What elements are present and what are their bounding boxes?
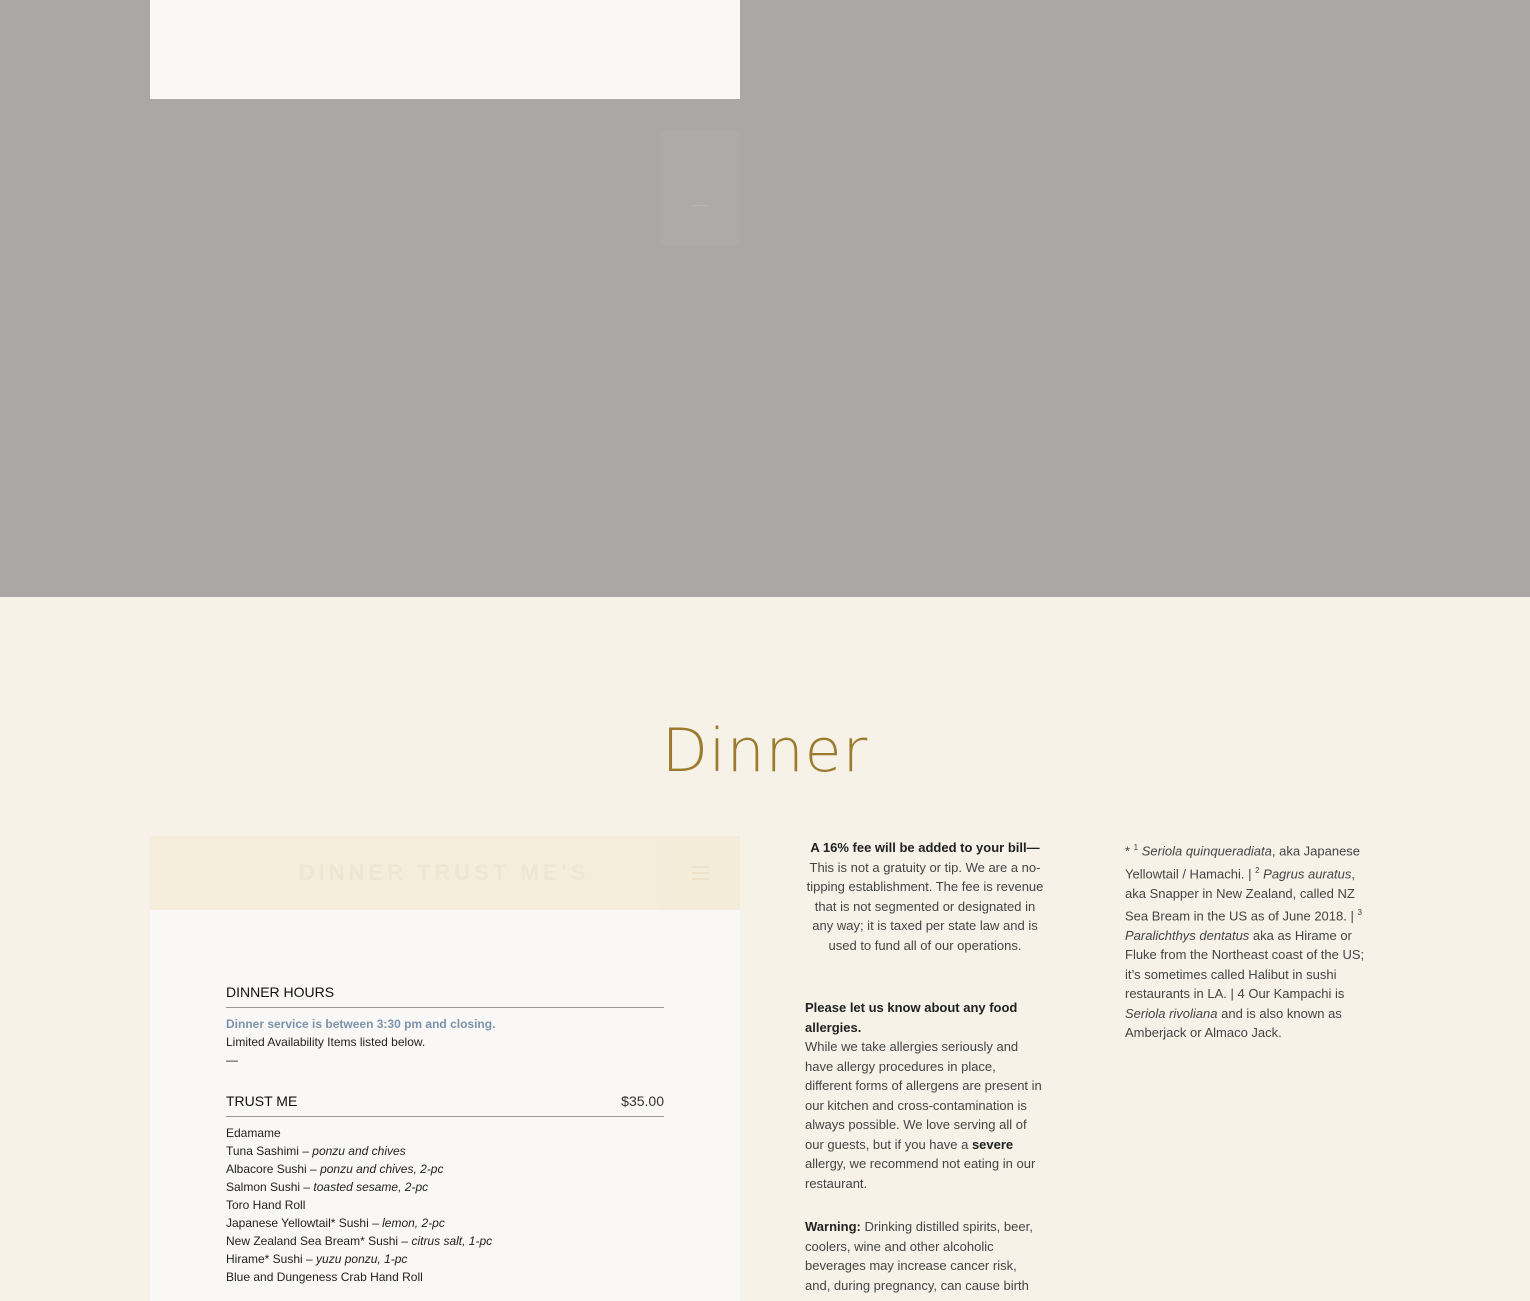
hamburger-icon xyxy=(692,866,709,884)
menu-item: Blue and Dungeness Crab Hand Roll xyxy=(226,1270,423,1284)
limited-availability-note: Limited Availability Items listed below. xyxy=(226,1035,426,1049)
allergy-notice: Please let us know about any food allergies. While we take allergies seriously and have allergy procedures in place, different forms of allergens are present in our kitchen and cross-contamination is always possible. We love serving all of our guests, but if you have a severe allergy, we recommend not eating in our restaurant. xyxy=(805,1000,1042,1191)
fee-notice: A 16% fee will be added to your bill— This is not a gratuity or tip. We are a no-tipping establishment. The fee is revenue that is not segmented or designated in any way; it is taxed per state law and is used to fund all of our operations. xyxy=(806,840,1044,953)
menu-item: New Zealand Sea Bream* Sushi – citrus salt, 1-pc xyxy=(226,1234,493,1248)
overlay-menu-button[interactable] xyxy=(660,130,740,245)
fish-footnotes: * $^1$ Seriola quinqueradiata, aka Japanese Yellowtail / Hamachi. | $^2$ Pagrus auratus, aka Snapper in New Zealand, called NZ Sea Bream in the US as of June 2018. | $^3$ Paralichthys dentatus aka as Hirame or Fluke from the Northeast coast of the US; it’s sometimes called Halibut in sushi restaurants in LA. | 4 Our Kampachi is Seriola rivoliana and is also known as Amberjack or Almaco Jack. xyxy=(1125,843,1365,1041)
section-heading-trust-me: TRUST ME $35.00 xyxy=(226,1093,664,1117)
menu-item: Japanese Yellowtail* Sushi – lemon, 2-pc xyxy=(226,1216,445,1230)
tab-dinner-trust-me[interactable] xyxy=(150,836,660,910)
menu-icon xyxy=(692,205,708,206)
trust-me-price: $35.00 xyxy=(621,1093,664,1109)
page-title: Dinner xyxy=(661,716,869,787)
section-heading-hours: DINNER HOURS xyxy=(226,984,664,1008)
service-hours-note: Dinner service is between 3:30 pm and closing. xyxy=(226,1017,496,1031)
menu-toggle-button[interactable] xyxy=(660,836,740,910)
menu-item: Albacore Sushi – ponzu and chives, 2-pc xyxy=(226,1162,444,1176)
menu-item: Hirame* Sushi – yuzu ponzu, 1-pc xyxy=(226,1252,408,1266)
previous-menu-card xyxy=(150,0,740,99)
alcohol-warning: Warning: Drinking distilled spirits, beer, coolers, wine and other alcoholic beverages may increase cancer risk, and, during pregnancy, can cause birth xyxy=(805,1219,1033,1293)
menu-item: Edamame xyxy=(226,1126,281,1140)
menu-item: Salmon Sushi – toasted sesame, 2-pc xyxy=(226,1180,429,1194)
tab-label: DINNER TRUST ME'S xyxy=(298,860,590,885)
separator-dash: — xyxy=(226,1053,238,1067)
menu-item: Toro Hand Roll xyxy=(226,1198,306,1212)
menu-item: Tuna Sashimi – ponzu and chives xyxy=(226,1144,406,1158)
